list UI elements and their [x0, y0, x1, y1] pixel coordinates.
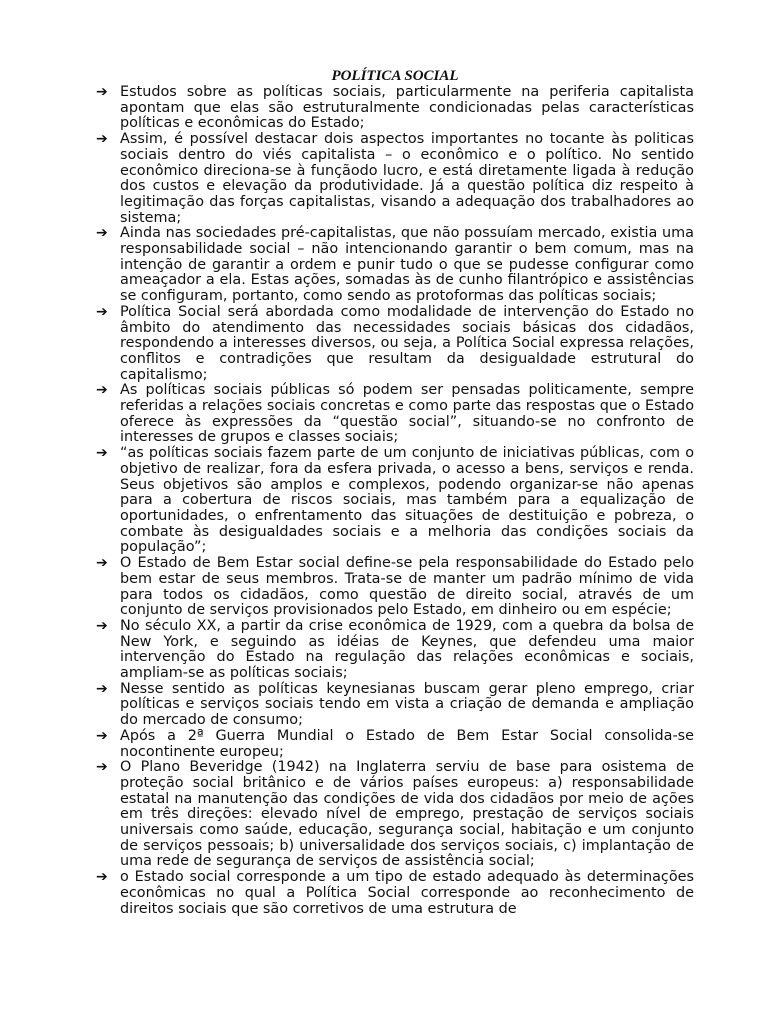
list-item-text: Estudos sobre as políticas sociais, particularmente na periferia capitalista apontam que elas são estruturalmente condicionadas pelas características políticas e econômicas do Estado;	[120, 84, 694, 132]
right-arrow-icon: ➔	[96, 727, 108, 744]
right-arrow-icon: ➔	[96, 555, 108, 572]
list-item-text: Ainda nas sociedades pré-capitalistas, que não possuíam mercado, existia uma responsabilidade social – não intencionando garantir o bem comum, mas na intenção de garantir a ordem e punir tudo o que se pudesse configurar como ameaçador a ela. Estas ações, somadas às de cunho filantrópico e assistências se configuram, portanto, como sendo as protoformas das políticas sociais;	[120, 225, 694, 305]
list-item-text: Após a 2ª Guerra Mundial o Estado de Bem Estar Social consolida-se nocontinente europeu;	[120, 727, 694, 760]
right-arrow-icon: ➔	[96, 225, 108, 242]
list-item	[96, 619, 694, 682]
right-arrow-icon: ➔	[96, 759, 108, 776]
right-arrow-icon: ➔	[96, 869, 108, 886]
right-arrow-icon: ➔	[96, 303, 108, 320]
list-item	[96, 305, 694, 384]
list-item-text: Assim, é possível destacar dois aspectos importantes no tocante às politicas sociais dentro do viés capitalista – o econômico e o político. No sentido econômico direciona-se à funçãodo lucro, e está diretamente ligada à redução dos custos e elevação da produtividade. Já a questão política diz respeito à legitimação das forças capitalistas, visando a adequação dos trabalhadores ao sistema;	[120, 131, 694, 226]
right-arrow-icon: ➔	[96, 382, 108, 399]
right-arrow-icon: ➔	[96, 617, 108, 634]
list-item	[96, 85, 694, 132]
list-item-text: O Estado de Bem Estar social define-se pela responsabilidade do Estado pelo bem estar de seus membros. Trata-se de manter um padrão mínimo de vida para todos os cidadãos, como questão de direito social, através de um conjunto de serviços provisionados pelo Estado, em dinheiro ou em espécie;	[120, 555, 694, 619]
list-item	[96, 383, 694, 446]
list-item	[96, 682, 694, 729]
list-item	[96, 446, 694, 556]
list-item	[96, 226, 694, 305]
right-arrow-icon: ➔	[96, 445, 108, 462]
right-arrow-icon: ➔	[96, 84, 108, 100]
list-item	[96, 729, 694, 760]
list-item-text: o Estado social corresponde a um tipo de estado adequado às determinações econômicas no qual a Política Social corresponde ao reconhecimento de direitos sociais que são corretivos de uma estrutura de	[120, 869, 694, 917]
right-arrow-icon: ➔	[96, 131, 108, 148]
list-item-text: As políticas sociais públicas só podem ser pensadas politicamente, sempre referidas a relações sociais concretas e como parte das respostas que o Estado oferece às expressões da “questão social”, situando-se no confronto de interesses de grupos e classes sociais;	[120, 382, 694, 446]
document-page	[96, 68, 694, 917]
list-item-text: O Plano Beveridge (1942) na Inglaterra serviu de base para osistema de proteção social britânico e de vários países europeus: a) responsabilidade estatal na manutenção das condições de vida dos cidadãos por meio de ações em três direções: elevado nível de emprego, prestação de serviços sociais universais como saúde, educação, segurança social, habitação e um conjunto de serviços pessoais; b) universalidade dos serviços sociais, c) implantação de uma rede de segurança de serviços de assistência social;	[120, 759, 694, 870]
list-item-text: No século XX, a partir da crise econômica de 1929, com a quebra da bolsa de New York, e seguindo as idéias de Keynes, que defendeu uma maior intervenção do Estado na regulação das relações econômicas e sociais, ampliam-se as políticas sociais;	[120, 617, 694, 682]
list-item	[96, 556, 694, 619]
right-arrow-icon: ➔	[96, 680, 108, 697]
list-item-text: Nesse sentido as políticas keynesianas buscam gerar pleno emprego, criar políticas e serviços sociais tendo em vista a criação de demanda e ampliação do mercado de consumo;	[120, 680, 694, 729]
document-title: POLÍTICA SOCIAL	[331, 68, 459, 84]
list-item	[96, 132, 694, 226]
bullet-list	[96, 85, 694, 917]
list-item	[96, 870, 694, 917]
list-item-text: “as políticas sociais fazem parte de um conjunto de iniciativas públicas, com o objetivo de realizar, fora da esfera privada, o acesso a bens, serviços e renda. Seus objetivos são amplos e complexos, podendo organizar-se não apenas para a cobertura de riscos sociais, mas também para a equalização de oportunidades, o enfrentamento das situações de destituição e pobreza, o combate às desigualdades sociais e a melhoria das condições sociais da população”;	[120, 445, 694, 556]
list-item	[96, 760, 694, 870]
list-item-text: Política Social será abordada como modalidade de intervenção do Estado no âmbito do atendimento das necessidades sociais básicas dos cidadãos, respondendo a interesses diversos, ou seja, a Política Social expressa relações, conflitos e contradições que resultam da desigualdade estrutural do capitalismo;	[120, 303, 694, 383]
